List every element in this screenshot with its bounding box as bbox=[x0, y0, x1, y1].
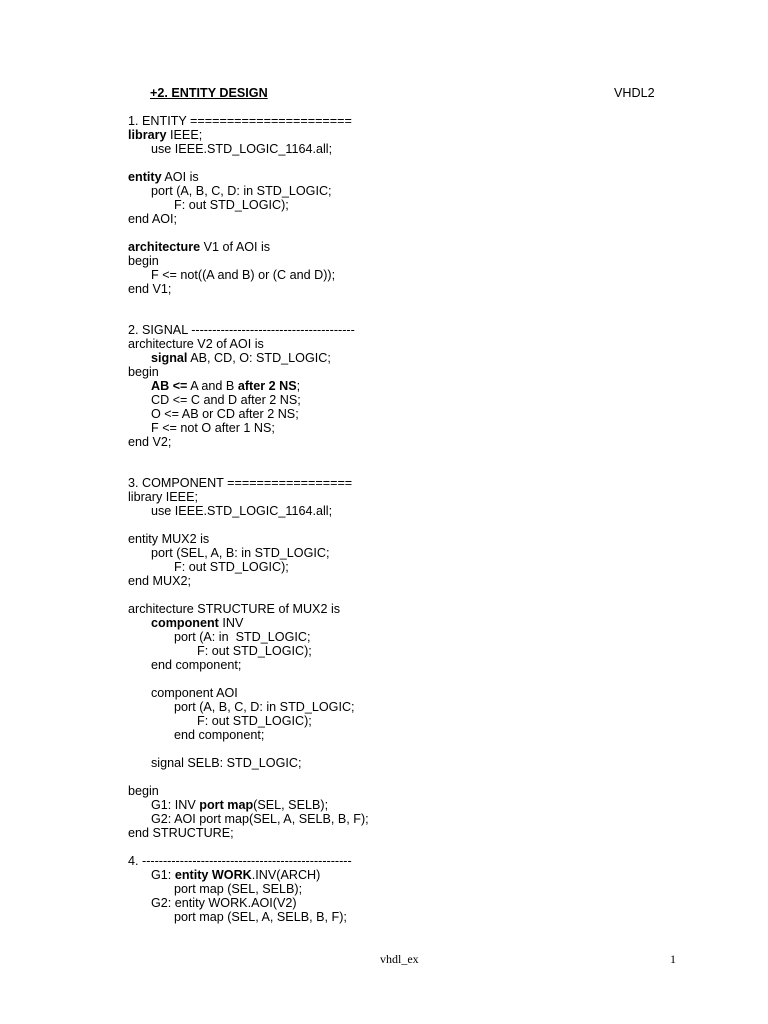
code-line bbox=[128, 170, 688, 184]
code-line: use IEEE.STD_LOGIC_1164.all; bbox=[151, 504, 333, 518]
keyword: entity bbox=[128, 170, 162, 184]
code-line: end V1; bbox=[128, 282, 172, 296]
code-line: G2: AOI port map(SEL, A, SELB, B, F); bbox=[151, 812, 369, 826]
code-text: AOI is bbox=[161, 170, 199, 184]
document-tag: VHDL2 bbox=[614, 86, 655, 100]
code-line bbox=[128, 240, 688, 254]
code-line: O <= AB or CD after 2 NS; bbox=[151, 407, 299, 421]
keyword: signal bbox=[151, 351, 188, 365]
code-line: architecture STRUCTURE of MUX2 is bbox=[128, 602, 341, 616]
code-listing bbox=[128, 114, 688, 924]
code-text: (SEL, SELB); bbox=[253, 798, 329, 812]
code-text: A and B bbox=[187, 379, 238, 393]
code-line: architecture V2 of AOI is bbox=[128, 337, 264, 351]
page-number: 1 bbox=[670, 952, 676, 966]
code-text: G1: INV bbox=[151, 798, 200, 812]
code-line: F: out STD_LOGIC); bbox=[197, 644, 312, 658]
section-heading-entity: 1. ENTITY ====================== bbox=[128, 114, 352, 128]
keyword: library bbox=[128, 128, 167, 142]
code-line: F: out STD_LOGIC); bbox=[197, 714, 312, 728]
code-line: port map (SEL, A, SELB, B, F); bbox=[174, 910, 347, 924]
code-line: component AOI bbox=[151, 686, 238, 700]
code-line: F: out STD_LOGIC); bbox=[174, 198, 289, 212]
code-line: use IEEE.STD_LOGIC_1164.all; bbox=[151, 142, 333, 156]
keyword: AB <= bbox=[151, 379, 188, 393]
footer-filename: vhdl_ex bbox=[380, 952, 419, 966]
keyword: entity WORK bbox=[174, 868, 252, 882]
code-line bbox=[128, 616, 688, 630]
code-line: port (A, B, C, D: in STD_LOGIC; bbox=[151, 184, 332, 198]
code-line: library IEEE; bbox=[128, 490, 198, 504]
keyword: after 2 NS bbox=[237, 379, 297, 393]
code-line: end MUX2; bbox=[128, 574, 191, 588]
section-heading-direct-instantiation: 4. -------------------------------------------------- bbox=[128, 854, 352, 868]
code-line: F <= not((A and B) or (C and D)); bbox=[151, 268, 336, 282]
code-line: CD <= C and D after 2 NS; bbox=[151, 393, 301, 407]
code-text: IEEE; bbox=[166, 128, 203, 142]
code-line: G2: entity WORK.AOI(V2) bbox=[151, 896, 297, 910]
code-text: INV bbox=[218, 616, 244, 630]
page-title: +2. ENTITY DESIGN bbox=[150, 86, 268, 100]
keyword: port map bbox=[199, 798, 254, 812]
code-text: AB, CD, O: STD_LOGIC; bbox=[187, 351, 331, 365]
code-line bbox=[128, 379, 688, 393]
code-line: port (SEL, A, B: in STD_LOGIC; bbox=[151, 546, 330, 560]
code-text: V1 of AOI is bbox=[200, 240, 271, 254]
code-line: F <= not O after 1 NS; bbox=[151, 421, 275, 435]
code-text: ; bbox=[296, 379, 301, 393]
code-line: entity MUX2 is bbox=[128, 532, 210, 546]
code-line: end component; bbox=[151, 658, 242, 672]
code-line: port map (SEL, SELB); bbox=[174, 882, 303, 896]
code-line: begin bbox=[128, 365, 159, 379]
code-line: end AOI; bbox=[128, 212, 178, 226]
code-line bbox=[128, 128, 688, 142]
code-line: port (A, B, C, D: in STD_LOGIC; bbox=[174, 700, 355, 714]
code-line: F: out STD_LOGIC); bbox=[174, 560, 289, 574]
code-line bbox=[128, 351, 688, 365]
code-line bbox=[128, 868, 688, 882]
code-line: begin bbox=[128, 254, 159, 268]
code-line: port (A: in STD_LOGIC; bbox=[174, 630, 311, 644]
code-text: .INV(ARCH) bbox=[251, 868, 321, 882]
section-heading-component: 3. COMPONENT ================= bbox=[128, 476, 353, 490]
code-line: end STRUCTURE; bbox=[128, 826, 234, 840]
section-heading-signal: 2. SIGNAL --------------------------------------- bbox=[128, 323, 355, 337]
code-line: begin bbox=[128, 784, 159, 798]
keyword: component bbox=[151, 616, 219, 630]
code-line: end V2; bbox=[128, 435, 172, 449]
code-line bbox=[128, 798, 688, 812]
code-line: end component; bbox=[174, 728, 265, 742]
keyword: architecture bbox=[128, 240, 201, 254]
code-line: signal SELB: STD_LOGIC; bbox=[151, 756, 302, 770]
code-text: G1: bbox=[151, 868, 175, 882]
